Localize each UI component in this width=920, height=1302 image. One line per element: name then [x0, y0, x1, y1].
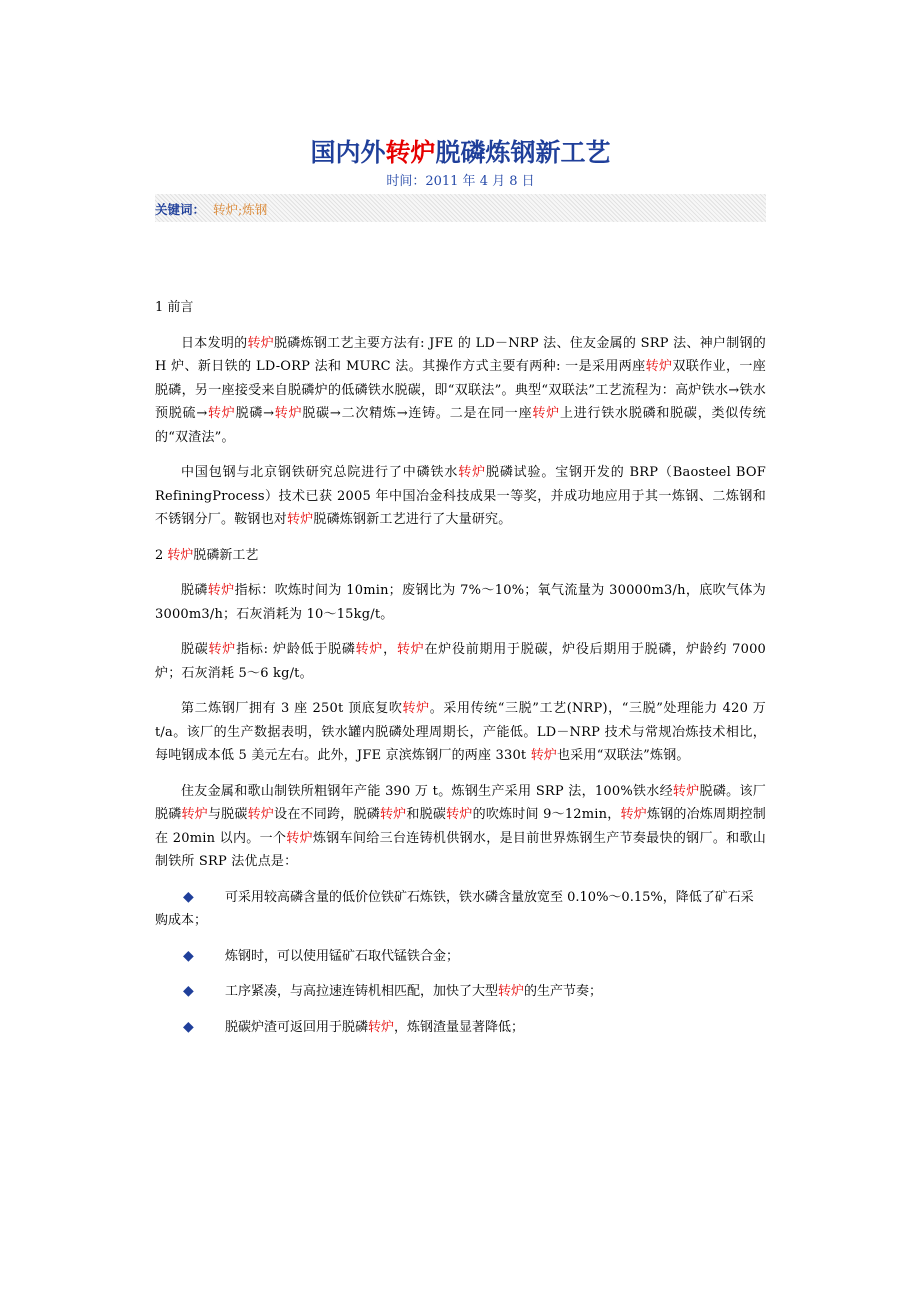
- highlight-term: 转炉: [274, 406, 303, 421]
- paragraph: [155, 332, 766, 450]
- bullet-text-continued: 购成本；: [155, 913, 208, 928]
- text-run: 炼钢车间给三台连铸机供钢水，是目前世界炼钢生产节奏最快的钢厂。和歌山制铁所 SRP 法优点是：: [155, 830, 767, 869]
- highlight-term: 转炉: [181, 807, 208, 822]
- text-run: 脱磷新工艺: [193, 547, 259, 563]
- highlight-term: 转炉: [287, 512, 314, 527]
- title-part: 脱磷炼钢新工艺: [435, 138, 611, 167]
- highlight-term: 转炉: [208, 642, 237, 657]
- paragraph: [155, 461, 766, 532]
- highlight-term: 转炉: [207, 406, 236, 421]
- highlight-term: 转炉: [402, 701, 430, 716]
- highlight-term: 转炉: [498, 984, 525, 999]
- text-run: 脱磷。该厂脱磷: [155, 783, 766, 822]
- text-run: 也采用“双联法”炼钢。: [557, 748, 690, 763]
- text-run: 设在不同跨，脱磷: [274, 807, 380, 822]
- diamond-bullet-icon: ◆: [183, 983, 194, 999]
- diamond-bullet-icon: ◆: [183, 947, 194, 964]
- text-run: 。采用传统“三脱”工艺(NRP)，“三脱”处理能力 420 万 t/a。该厂的生产数据表明，铁水罐内脱磷处理周期长，产能低。LD－NRP 技术与常规冶炼技术相比，每吨钢成本低 5 美元左右。此外，JFE 京滨炼钢厂的两座 330t: [155, 701, 766, 763]
- keywords-value[interactable]: 转炉;炼钢: [213, 202, 268, 217]
- text-run: 脱磷: [181, 583, 208, 598]
- bullet-text: [225, 980, 766, 1004]
- highlight-term: 转炉: [247, 335, 275, 351]
- bullet-text: [225, 1016, 766, 1040]
- publish-time: 时间：2011 年 4 月 8 日: [386, 174, 535, 189]
- text-run: ，: [383, 642, 397, 657]
- text-run: 脱磷→: [235, 406, 275, 421]
- text-run: 脱碳: [181, 642, 209, 657]
- text-run: 与脱碳: [207, 807, 248, 822]
- text-run: 工序紧凑，与高拉速连铸机相匹配，加快了大型: [225, 984, 499, 999]
- text-run: 脱碳炉渣可返回用于脱磷: [225, 1019, 369, 1035]
- diamond-bullet-icon: ◆: [183, 1018, 194, 1035]
- text-run: 指标：吹炼时间为 10min；废钢比为 7%～10%；氧气流量为 30000m3/h，底吹气体为 3000m3/h；石灰消耗为 10～15kg/t。: [155, 583, 767, 622]
- keywords-label: 关键词：: [155, 202, 206, 217]
- highlight-term: 转炉: [355, 642, 384, 657]
- text-run: 炼钢的冶炼周期控制在 20min 以内。一个: [155, 807, 767, 846]
- page-title: [155, 137, 766, 169]
- text-run: 中国包钢与北京钢铁研究总院进行了中磷铁水: [181, 465, 459, 480]
- text-run: 指标: 炉龄低于脱磷: [236, 642, 356, 657]
- text-run: 的生产节奏；: [524, 984, 603, 999]
- highlight-term: 转炉: [645, 359, 673, 374]
- bullet-item: [155, 945, 766, 969]
- highlight-term: 转炉: [672, 783, 700, 799]
- text-run: 脱碳→二次精炼→连铸。二是在同一座: [302, 406, 533, 421]
- article-body: [155, 296, 766, 1039]
- highlight-term: 转炉: [446, 807, 473, 822]
- highlight-term: 转炉: [379, 807, 407, 822]
- highlight-term: 转炉: [396, 642, 425, 657]
- text-run: 日本发明的: [181, 335, 248, 351]
- bullet-item: [155, 980, 766, 1004]
- bullet-item: [155, 1016, 766, 1040]
- highlight-term: 转炉: [247, 807, 275, 822]
- bullet-text: 炼钢时，可以使用锰矿石取代锰铁合金；: [225, 948, 460, 964]
- title-part: 国内外: [310, 138, 386, 167]
- bullet-text: 可采用较高磷含量的低价位铁矿石炼铁，铁水磷含量放宽至 0.10%～0.15%，降低了矿石采: [225, 889, 754, 905]
- diamond-bullet-icon: ◆: [183, 888, 194, 905]
- paragraph: [155, 638, 766, 685]
- text-run: ，炼钢渣量显著降低；: [394, 1019, 525, 1035]
- text-run: 脱磷炼钢工艺主要方法有: JFE 的 LD－NRP 法、住友金属的 SRP 法、神户制钢的 H 炉、新日铁的 LD-ORP 法和 MURC 法。其操作方式主要有两种: 一是采用两座: [155, 335, 766, 374]
- highlight-term: 转炉: [368, 1019, 395, 1035]
- highlight-term: 转炉: [620, 807, 647, 822]
- text-run: 双联作业，一座脱磷，另一座接受来自脱磷炉的低磷铁水脱碳，即“双联法”。典型“双联法”工艺流程为：高炉铁水→铁水预脱硫→: [155, 359, 767, 421]
- highlight-term: 转炉: [167, 547, 194, 563]
- text-run: 在炉役前期用于脱碳，炉役后期用于脱磷，炉龄约 7000 炉；石灰消耗 5～6 kg/t。: [155, 642, 767, 681]
- highlight-term: 转炉: [530, 748, 558, 763]
- highlight-term: 转炉: [286, 830, 313, 846]
- highlight-term: 转炉: [207, 583, 235, 598]
- section-heading: [155, 544, 766, 568]
- text-run: 2: [155, 547, 168, 563]
- text-run: 和脱碳: [406, 807, 447, 822]
- paragraph: [155, 780, 766, 874]
- text-run: 脱磷试验。宝钢开发的 BRP（Baosteel BOF RefiningProcess）技术已获 2005 年中国冶金科技成果一等奖，并成功地应用于其一炼钢、二炼钢和不锈钢分厂。鞍钢也对: [155, 465, 766, 527]
- text-run: 第二炼钢厂拥有 3 座 250t 顶底复吹: [181, 701, 403, 716]
- text-run: 脱磷炼钢新工艺进行了大量研究。: [313, 512, 512, 527]
- text-run: 上进行铁水脱磷和脱碳，类似传统的“双渣法”。: [155, 406, 767, 445]
- keywords-bar: [155, 194, 766, 222]
- text-run: 的吹炼时间 9～12min，: [472, 807, 621, 822]
- bullet-item: [155, 886, 766, 910]
- text-run: 住友金属和歌山制铁所粗钢年产能 390 万 t。炼钢生产采用 SRP 法，100%铁水经: [181, 783, 673, 799]
- paragraph: [155, 579, 766, 626]
- section-heading: 1 前言: [155, 300, 194, 315]
- highlight-term: 转炉: [458, 465, 486, 480]
- title-highlight: 转炉: [385, 138, 436, 167]
- highlight-term: 转炉: [532, 406, 560, 421]
- paragraph: [155, 697, 766, 768]
